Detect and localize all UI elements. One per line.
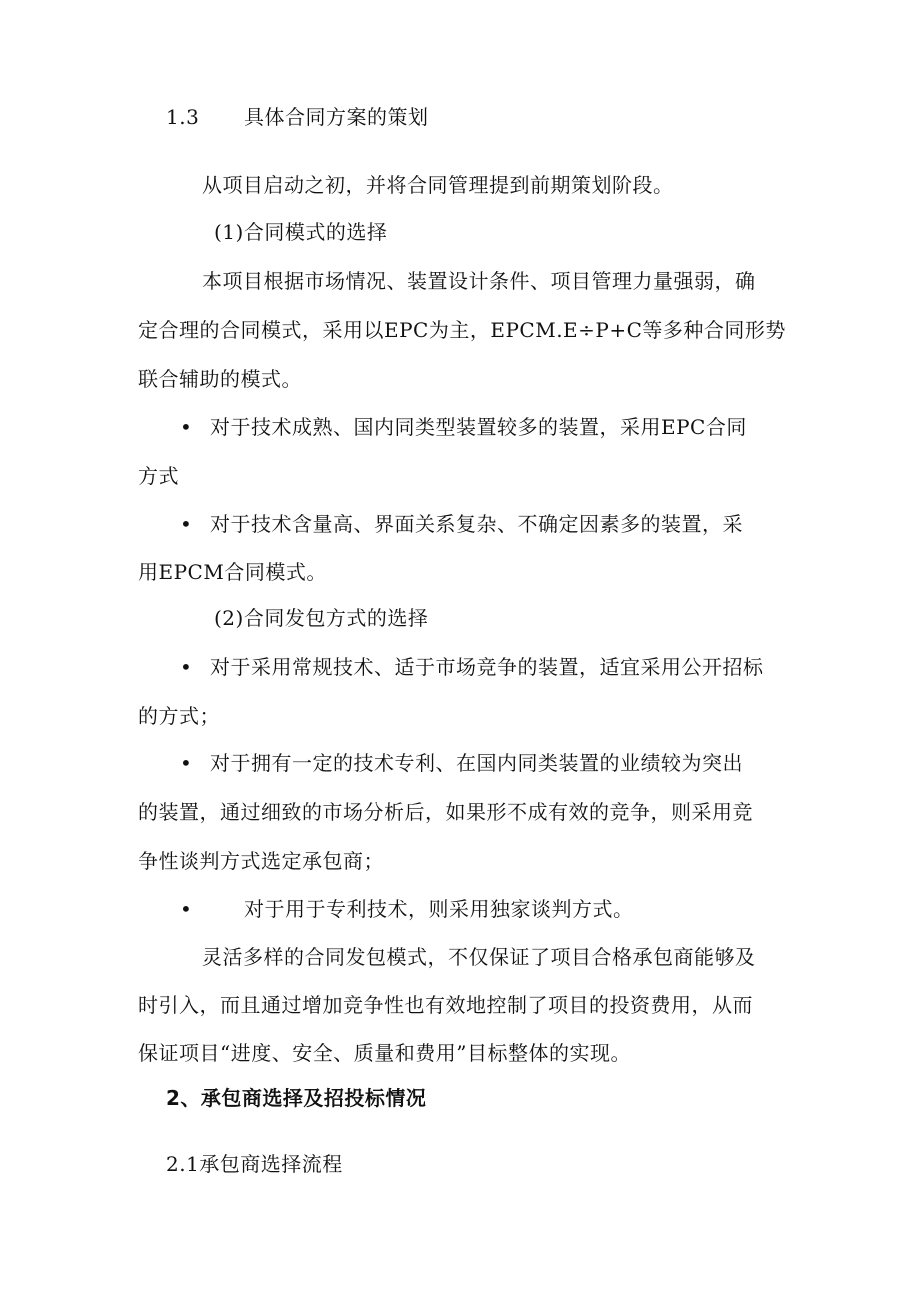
- intro-paragraph: 从项目启动之初，并将合同管理提到前期策划阶段。: [202, 173, 674, 197]
- bullet-line: 用EPCM合同模式。: [138, 560, 327, 584]
- bullet-line: 争性谈判方式选定承包商；: [138, 849, 384, 873]
- subheading-contract-mode: (1)合同模式的选择: [214, 220, 388, 244]
- bullet-line: 对于用于专利技术，则采用独家谈判方式。: [244, 897, 634, 921]
- bullet-line: 方式: [138, 464, 179, 488]
- subheading-contracting-method: (2)合同发包方式的选择: [214, 606, 429, 630]
- paragraph-line: 定合理的合同模式，采用以EPC为主，EPCM.E÷P+C等多种合同形势: [138, 318, 786, 342]
- paragraph-line: 本项目根据市场情况、装置设计条件、项目管理力量强弱，确: [202, 269, 756, 293]
- section-2-heading: 2、承包商选择及招投标情况: [166, 1086, 427, 1110]
- section-title: 具体合同方案的策划: [244, 105, 429, 129]
- bullet-marker: •: [180, 415, 192, 439]
- bullet-line: 对于技术成熟、国内同类型装置较多的装置，采用EPC合同: [210, 415, 747, 439]
- bullet-line: 对于拥有一定的技术专利、在国内同类装置的业绩较为突出: [210, 751, 743, 775]
- bullet-marker: •: [180, 897, 192, 921]
- section-1-3-heading: [166, 104, 429, 130]
- bullet-line: 对于技术含量高、界面关系复杂、不确定因素多的装置，采: [210, 512, 743, 536]
- bullet-marker: •: [180, 512, 192, 536]
- section-2-1-heading: 2.1承包商选择流程: [166, 1152, 343, 1176]
- paragraph-line: 时引入，而且通过增加竞争性也有效地控制了项目的投资费用，从而: [138, 993, 753, 1017]
- bullet-line: 的方式；: [138, 704, 220, 728]
- bullet-marker: •: [180, 751, 192, 775]
- paragraph-line: 保证项目“进度、安全、质量和费用”目标整体的实现。: [138, 1041, 631, 1065]
- bullet-line: 对于采用常规技术、适于市场竞争的装置，适宜采用公开招标: [210, 655, 764, 679]
- bullet-marker: •: [180, 655, 192, 679]
- paragraph-line: 联合辅助的模式。: [138, 367, 302, 391]
- paragraph-line: 灵活多样的合同发包模式，不仅保证了项目合格承包商能够及: [202, 945, 756, 969]
- section-number: 1.3: [166, 105, 200, 129]
- bullet-line: 的装置，通过细致的市场分析后，如果形不成有效的竞争，则采用竞: [138, 800, 753, 824]
